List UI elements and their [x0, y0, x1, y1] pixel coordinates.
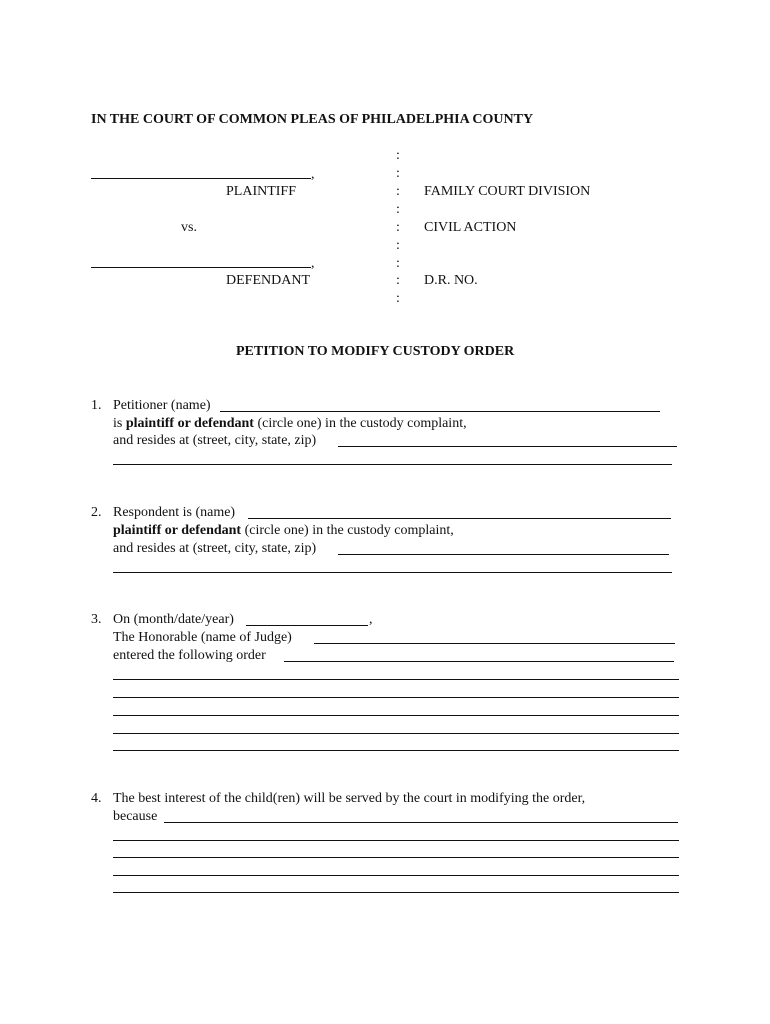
petitioner-role-line	[113, 417, 467, 431]
court-title: IN THE COURT OF COMMON PLEAS OF PHILADELPHIA COUNTY	[91, 112, 534, 127]
petitioner-address-line[interactable]	[338, 446, 677, 447]
reason-line[interactable]	[164, 822, 678, 823]
order-date-label: On (month/date/year)	[113, 612, 234, 627]
respondent-address-label: and resides at (street, city, state, zip)	[113, 541, 317, 556]
circle-one-text: (circle one) in the custody complaint,	[241, 523, 454, 538]
circle-one-text: (circle one) in the custody complaint,	[253, 416, 467, 431]
respondent-address-line[interactable]	[338, 554, 669, 555]
respondent-name-line[interactable]	[248, 518, 671, 519]
judge-name-line[interactable]	[314, 643, 675, 644]
order-text-line[interactable]	[113, 715, 679, 716]
judge-label: The Honorable (name of Judge)	[113, 630, 292, 645]
petitioner-address-label: and resides at (street, city, state, zip)	[113, 433, 317, 448]
plaintiff-or-defendant[interactable]: plaintiff or defendant	[125, 416, 254, 431]
order-text-line[interactable]	[113, 733, 679, 734]
is-text: is	[113, 416, 126, 431]
versus-label: vs.	[181, 220, 197, 235]
because-label: because	[113, 809, 158, 824]
reason-line[interactable]	[113, 892, 679, 893]
order-text-line[interactable]	[113, 679, 679, 680]
caption-colon: :	[396, 220, 400, 235]
order-text-line[interactable]	[113, 697, 679, 698]
respondent-role-line	[113, 524, 454, 538]
defendant-label: DEFENDANT	[226, 273, 310, 288]
caption-colon: :	[396, 202, 400, 217]
petition-title: PETITION TO MODIFY CUSTODY ORDER	[236, 344, 515, 359]
caption-colon: :	[396, 291, 400, 306]
respondent-label: Respondent is (name)	[113, 505, 236, 520]
caption-colon: :	[396, 184, 400, 199]
caption-colon: :	[396, 273, 400, 288]
caption-colon: :	[396, 238, 400, 253]
item-3-number: 3.	[91, 612, 102, 627]
plaintiff-label: PLAINTIFF	[226, 184, 297, 199]
division-label: FAMILY COURT DIVISION	[424, 184, 591, 199]
reason-line[interactable]	[113, 857, 679, 858]
plaintiff-or-defendant[interactable]: plaintiff or defendant	[113, 523, 242, 538]
caption-colon: :	[396, 148, 400, 163]
defendant-name-line[interactable]	[91, 267, 311, 268]
item-4-number: 4.	[91, 791, 102, 806]
petitioner-label: Petitioner (name)	[113, 398, 211, 413]
plaintiff-name-line[interactable]	[91, 178, 311, 179]
plaintiff-comma: ,	[311, 167, 315, 182]
order-entered-label: entered the following order	[113, 648, 266, 663]
respondent-address-line-2[interactable]	[113, 572, 672, 573]
order-date-comma: ,	[369, 612, 373, 627]
defendant-comma: ,	[311, 256, 315, 271]
dr-number-label: D.R. NO.	[424, 273, 478, 288]
order-text-line[interactable]	[113, 750, 679, 751]
best-interest-text: The best interest of the child(ren) will be served by the court in modifying the order,	[113, 791, 586, 806]
reason-line[interactable]	[113, 875, 679, 876]
item-1-number: 1.	[91, 398, 102, 413]
action-label: CIVIL ACTION	[424, 220, 517, 235]
petitioner-address-line-2[interactable]	[113, 464, 672, 465]
caption-colon: :	[396, 166, 400, 181]
order-date-line[interactable]	[246, 625, 368, 626]
petitioner-name-line[interactable]	[220, 411, 660, 412]
item-2-number: 2.	[91, 505, 102, 520]
reason-line[interactable]	[113, 840, 679, 841]
caption-colon: :	[396, 256, 400, 271]
order-text-line[interactable]	[284, 661, 674, 662]
